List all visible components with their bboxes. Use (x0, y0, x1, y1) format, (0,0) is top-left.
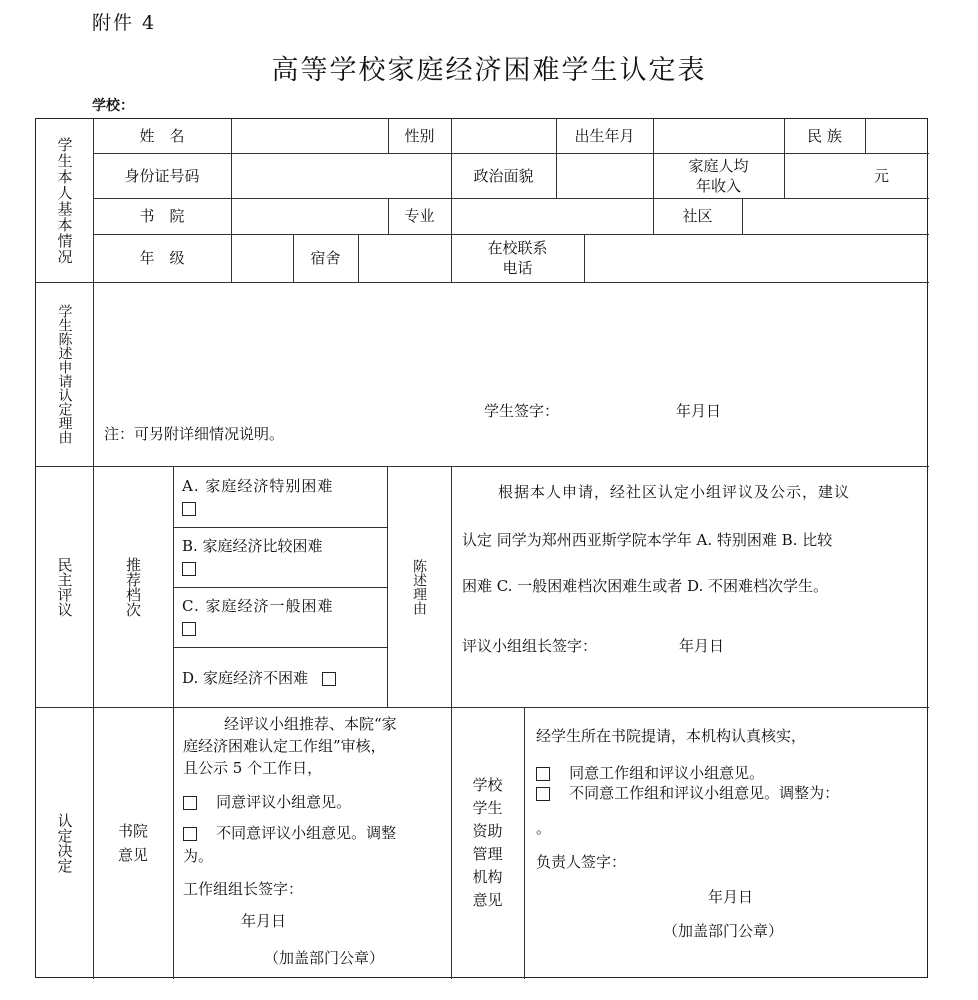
student-signature-label: 学生签字： (484, 402, 560, 420)
grade-label: 年 级 (139, 249, 185, 267)
section-basic-label-text: 学生本人基本情况 (55, 136, 74, 265)
office-text: 经学生所在书院提请，本机构认真核实， (536, 727, 807, 745)
tier-label-text: 推荐档次 (124, 556, 142, 617)
option-a[interactable] (182, 475, 382, 519)
statement-note: 注：可另附详细情况说明。 (104, 425, 285, 443)
college-seal: （加盖部门公章） (264, 949, 385, 967)
reason-line-3: 困难 C. 一般困难档次困难生或者 D. 不困难档次学生。 (462, 577, 829, 595)
college-opinion-label-text: 书院意见 (117, 822, 148, 864)
leader-signature-label: 评议小组组长签字： (462, 637, 598, 655)
grade-field[interactable] (231, 234, 293, 282)
option-b-checkbox[interactable] (182, 562, 196, 576)
section-review-label-text: 民主评议 (55, 556, 74, 617)
income-field[interactable] (784, 153, 929, 198)
college-field[interactable] (231, 198, 388, 234)
birth-field[interactable] (653, 119, 784, 153)
college-disagree-label: 不同意评议小组意见。调整 (216, 824, 397, 842)
option-d[interactable] (182, 667, 382, 689)
college-disagree-line2: 为。 (183, 847, 214, 865)
section-statement-label-text: 学生陈述申请认定理由 (56, 304, 73, 444)
reason-label (387, 466, 451, 707)
income-label (653, 153, 784, 198)
school-label: 学校： (92, 98, 134, 114)
leader-signature-date: 年月日 (679, 637, 725, 655)
office-agree-label: 同意工作组和评议小组意见。 (569, 764, 765, 782)
phone-field[interactable] (584, 234, 929, 282)
college-text-1: 经评议小组推荐、本院“家 (224, 715, 397, 733)
option-a-checkbox[interactable] (182, 502, 196, 516)
option-b[interactable] (182, 535, 382, 579)
attachment-label: 附件 4 (92, 12, 157, 34)
office-disagree-checkbox[interactable] (536, 787, 550, 801)
section-decision-label (36, 707, 93, 979)
dorm-field[interactable] (358, 234, 451, 282)
option-d-label: D. 家庭经济不困难 (182, 669, 309, 687)
section-review-label (36, 466, 93, 707)
college-disagree-checkbox[interactable] (183, 827, 197, 841)
college-opinion-label (93, 707, 173, 979)
community-field[interactable] (742, 198, 929, 234)
office-seal: （加盖部门公章） (663, 922, 784, 940)
option-c-label: C. 家庭经济一般困难 (182, 597, 334, 615)
tier-label (93, 466, 173, 707)
college-text-2: 庭经济困难认定工作组”审核， (183, 737, 386, 755)
college-disagree[interactable] (183, 822, 396, 844)
political-label: 政治面貌 (473, 166, 534, 185)
college-signature-label: 工作组组长签字： (183, 880, 304, 898)
option-d-checkbox[interactable] (322, 672, 336, 686)
section-basic-label (36, 119, 93, 282)
option-b-label: B. 家庭经济比较困难 (182, 537, 323, 555)
major-label: 专业 (404, 207, 435, 225)
college-label: 书 院 (139, 207, 185, 225)
student-signature-date: 年月日 (676, 402, 722, 420)
office-disagree-label: 不同意工作组和评议小组意见。调整为： (569, 784, 840, 802)
gender-field[interactable] (451, 119, 556, 153)
dorm-label: 宿舍 (310, 249, 341, 267)
major-field[interactable] (451, 198, 653, 234)
id-number-field[interactable] (231, 153, 451, 198)
id-number-label: 身份证号码 (124, 166, 200, 185)
name-label: 姓 名 (139, 127, 185, 145)
gender-label: 性别 (404, 127, 435, 145)
ethnic-field[interactable] (865, 119, 929, 153)
phone-label (451, 234, 584, 282)
option-c-checkbox[interactable] (182, 622, 196, 636)
office-disagree-dot: 。 (536, 819, 552, 837)
phone-label-line2: 电话 (502, 259, 533, 277)
section-decision-label-text: 认定决定 (55, 813, 74, 873)
office-opinion-label (451, 707, 524, 979)
reason-line-2: 认定 同学为郑州西亚斯学院本学年 A. 特别困难 B. 比较 (462, 531, 833, 549)
office-agree[interactable] (536, 762, 764, 784)
section-statement-label (36, 282, 93, 466)
college-text-3: 且公示 5 个工作日， (183, 759, 323, 777)
reason-label-text: 陈述理由 (411, 558, 427, 615)
phone-label-line1: 在校联系 (487, 239, 548, 257)
income-label-line2: 年收入 (695, 176, 741, 195)
office-opinion-label-text: 学校学生资助管理机构意见 (472, 776, 503, 909)
option-c[interactable] (182, 595, 382, 639)
college-agree-label: 同意评议小组意见。 (216, 793, 352, 811)
form-table (35, 118, 928, 978)
office-agree-checkbox[interactable] (536, 767, 550, 781)
office-disagree[interactable] (536, 782, 839, 804)
office-signature-label: 负责人签字： (536, 853, 627, 871)
community-label: 社区 (682, 207, 713, 225)
form-title: 高等学校家庭经济困难学生认定表 (271, 55, 707, 86)
college-agree[interactable] (183, 791, 351, 813)
college-signature-date: 年月日 (241, 912, 287, 930)
reason-line-1: 根据本人申请，经社区认定小组评议及公示，建议 (498, 483, 851, 501)
income-label-line1: 家庭人均 (688, 156, 749, 175)
office-signature-date: 年月日 (708, 888, 754, 906)
name-field[interactable] (231, 119, 388, 153)
ethnic-label: 民 族 (807, 127, 842, 145)
political-field[interactable] (556, 153, 653, 198)
birth-label: 出生年月 (574, 127, 635, 145)
income-unit: 元 (873, 166, 889, 185)
option-a-label: A. 家庭经济特别困难 (182, 477, 334, 495)
college-agree-checkbox[interactable] (183, 796, 197, 810)
